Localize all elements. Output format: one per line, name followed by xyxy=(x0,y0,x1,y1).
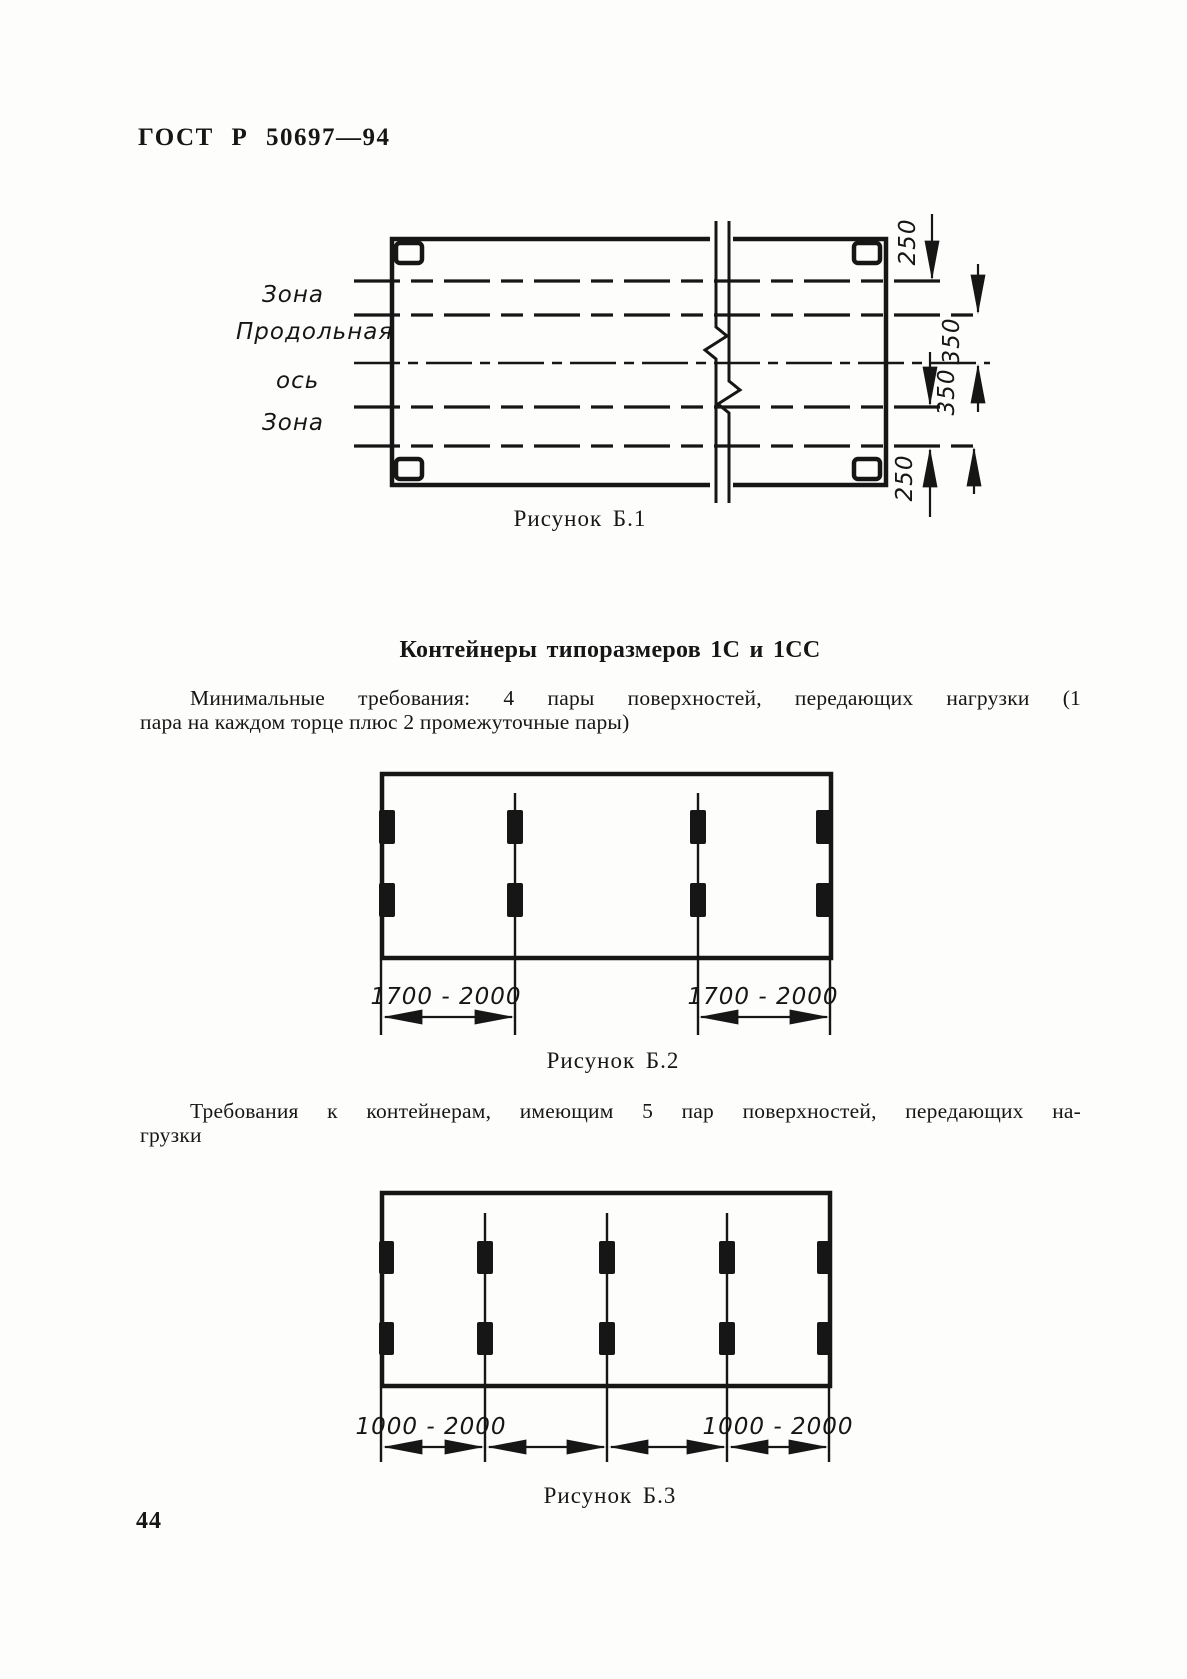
paragraph-1 xyxy=(140,687,1081,734)
document-header: ГОСТ Р 50697—94 xyxy=(138,124,391,151)
load-pad xyxy=(719,1241,735,1274)
corner-fitting-top-right xyxy=(854,243,880,263)
figure-b3-svg xyxy=(340,1180,900,1515)
load-pad xyxy=(816,810,832,844)
label-axis-word1: Продольная xyxy=(236,319,394,345)
dim-value-top-250: 250 xyxy=(895,218,921,266)
label-axis-word2: ось xyxy=(276,368,320,394)
corner-fitting-top-left xyxy=(396,243,422,263)
label-zone-top: Зона xyxy=(262,282,324,308)
load-pad xyxy=(599,1241,615,1274)
paragraph-1-line-2: пара на каждом торце плюс 2 промежуточные пары) xyxy=(140,709,630,734)
load-pad xyxy=(379,1322,394,1355)
paragraph-2 xyxy=(140,1100,1081,1147)
load-pad xyxy=(690,810,706,844)
load-pad xyxy=(507,810,523,844)
label-zone-bottom: Зона xyxy=(262,410,324,436)
load-pad xyxy=(599,1322,615,1355)
load-pad xyxy=(379,1241,394,1274)
dim-value-right: 1700 - 2000 xyxy=(687,984,839,1010)
load-pad xyxy=(477,1241,493,1274)
dim-value-right: 1000 - 2000 xyxy=(702,1414,854,1440)
load-pad xyxy=(719,1322,735,1355)
figure-b3-caption: Рисунок Б.3 xyxy=(543,1483,677,1508)
dim-value-left: 1700 - 2000 xyxy=(370,984,522,1010)
page-number: 44 xyxy=(136,1508,162,1534)
load-pad xyxy=(690,883,706,917)
section-heading: Контейнеры типоразмеров 1С и 1СС xyxy=(399,637,821,663)
load-pad xyxy=(379,883,395,917)
load-pad xyxy=(379,810,395,844)
dim-value-upper-350: 350 xyxy=(939,317,965,365)
dim-value-lower-350: 350 xyxy=(934,368,960,416)
dim-value-left: 1000 - 2000 xyxy=(355,1414,507,1440)
load-pad xyxy=(507,883,523,917)
figure-b2-svg xyxy=(340,755,900,1055)
figure-b3-drawing xyxy=(340,1180,900,1515)
figure-b1-drawing xyxy=(170,195,1000,525)
load-pad xyxy=(817,1241,832,1274)
figure-b2-caption: Рисунок Б.2 xyxy=(546,1048,680,1073)
load-pad xyxy=(477,1322,493,1355)
paragraph-2-line-1: Требования к контейнерам, имеющим 5 пар поверхностей, передающих на- xyxy=(190,1099,1081,1123)
figure-b2-drawing xyxy=(340,755,900,1055)
figure-b1-caption: Рисунок Б.1 xyxy=(513,506,647,531)
container-outline xyxy=(382,774,831,958)
corner-fitting-bottom-left xyxy=(396,459,422,479)
load-pad xyxy=(816,883,832,917)
figure-b1-svg xyxy=(170,195,1000,525)
dim-value-bottom-250: 250 xyxy=(892,454,918,502)
paragraph-2-line-2: грузки xyxy=(140,1122,202,1147)
corner-fitting-bottom-right xyxy=(854,459,880,479)
paragraph-1-line-1: Минимальные требования: 4 пары поверхностей, передающих нагрузки (1 xyxy=(190,686,1081,710)
load-pad xyxy=(817,1322,832,1355)
